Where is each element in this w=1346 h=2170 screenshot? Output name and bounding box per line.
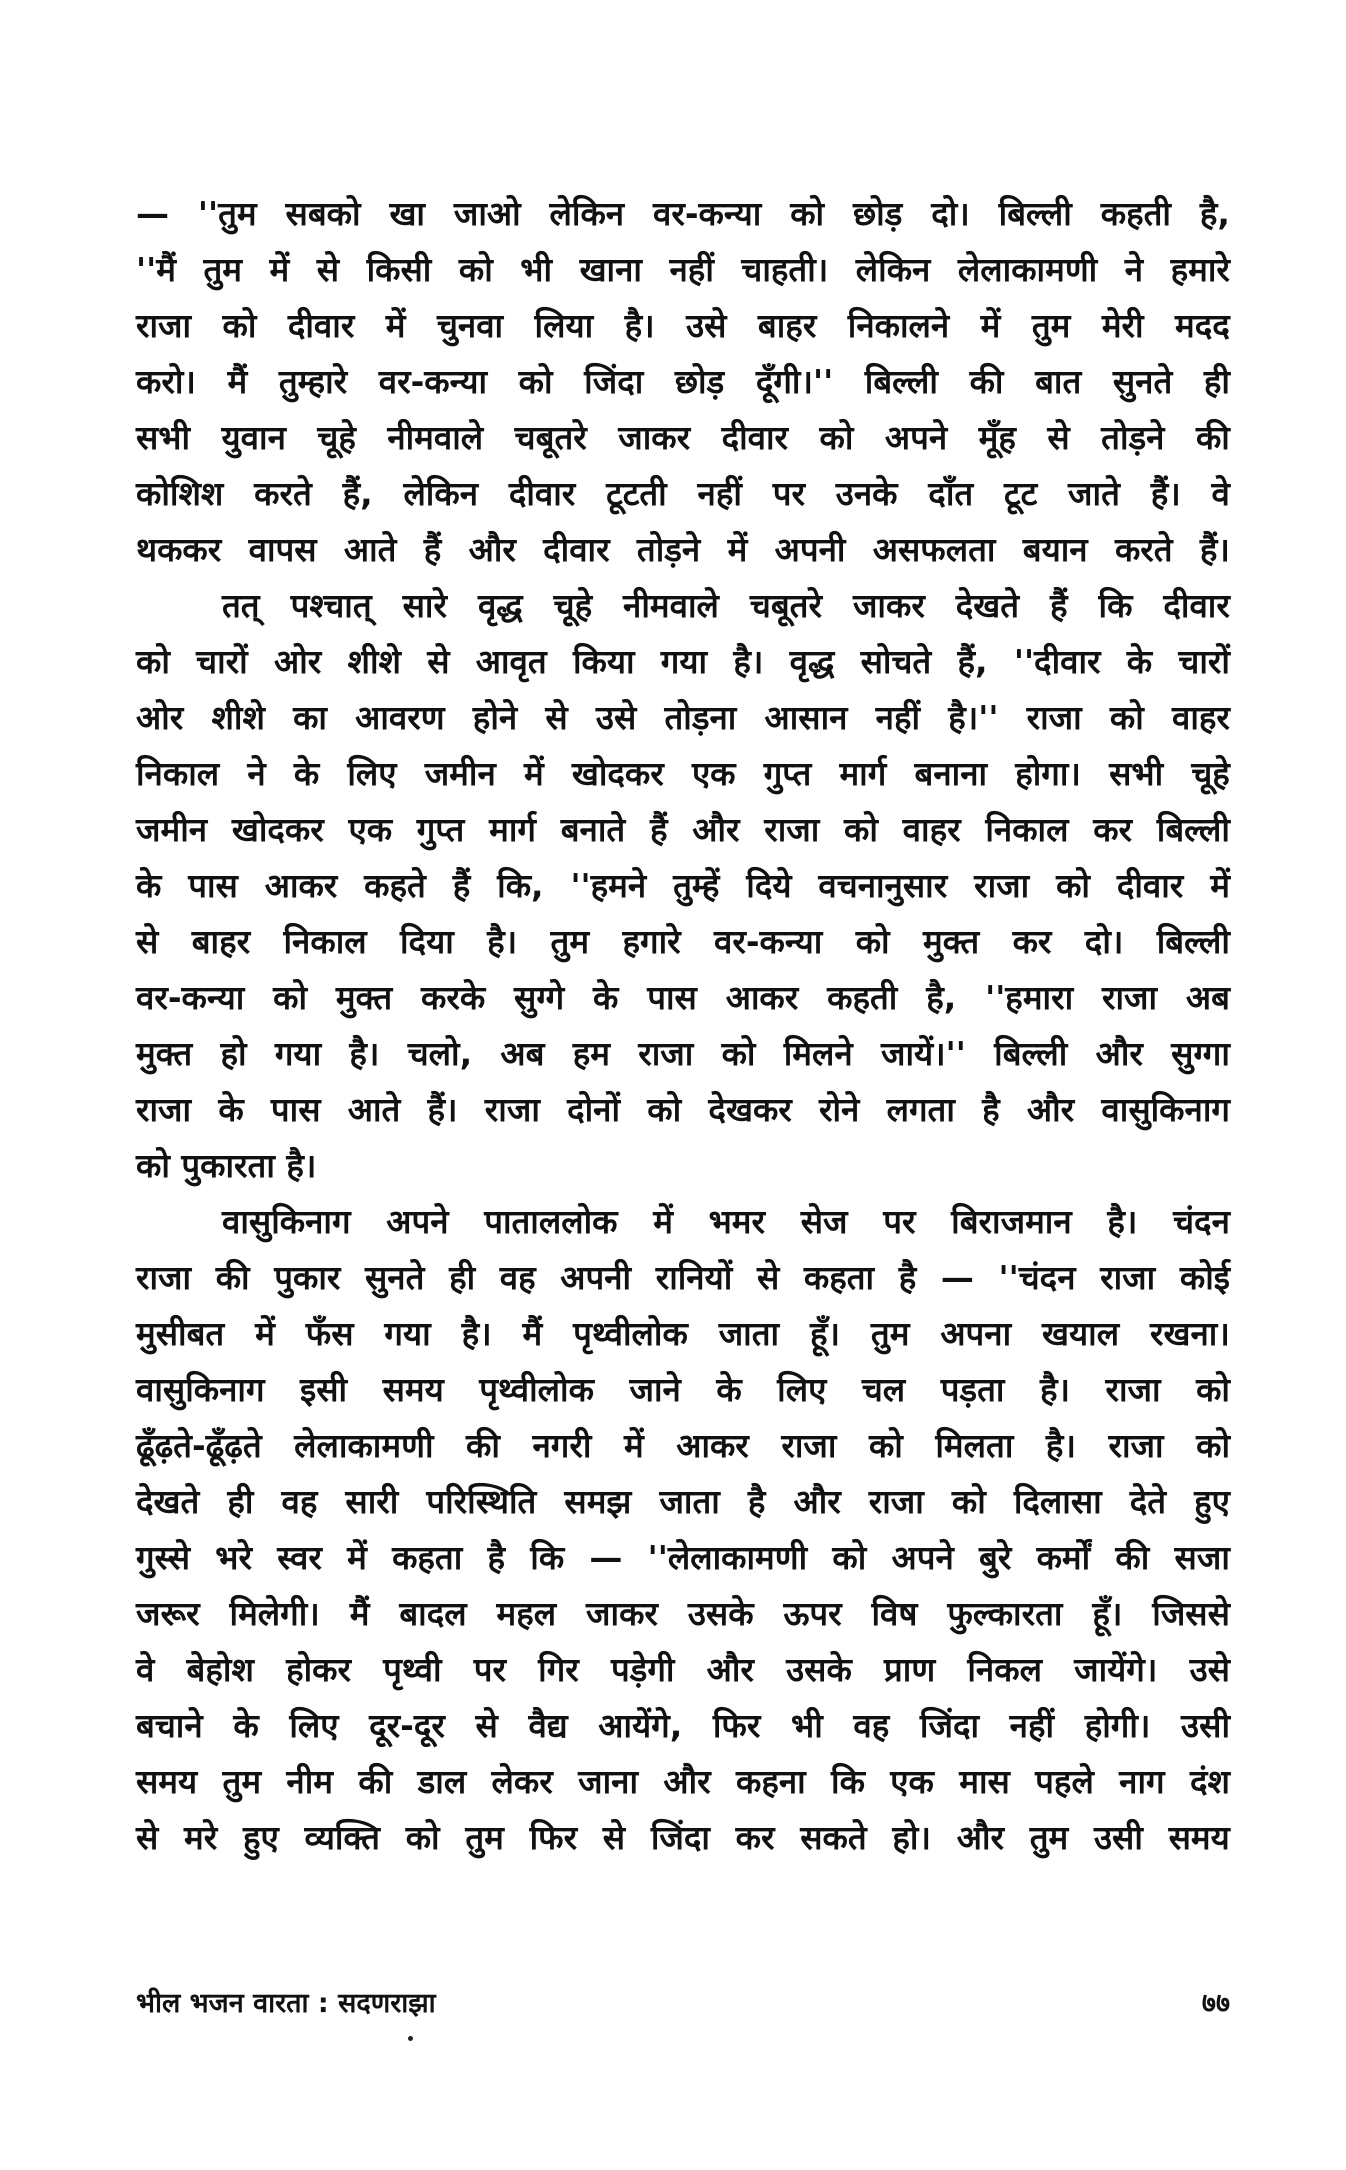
text-line: मुक्त हो गया है। चलो, अब हम राजा को मिलने जायें।'' बिल्ली और सुग्गा <box>136 1034 1230 1073</box>
text-line: वर-कन्या को मुक्त करके सुग्गे के पास आकर कहती है, ''हमारा राजा अब <box>136 978 1230 1017</box>
text-line: से मरे हुए व्यक्ति को तुम फिर से जिंदा कर सकते हो। और तुम उसी समय <box>136 1818 1230 1857</box>
text-line: से बाहर निकाल दिया है। तुम हगारे वर-कन्या को मुक्त कर दो। बिल्ली <box>136 922 1230 961</box>
body-text <box>136 186 1230 1866</box>
text-line: बचाने के लिए दूर-दूर से वैद्य आयेंगे, फिर भी वह जिंदा नहीं होगी। उसी <box>136 1706 1230 1745</box>
text-line: थककर वापस आते हैं और दीवार तोड़ने में अपनी असफलता बयान करते हैं। <box>136 530 1230 569</box>
text-line: के पास आकर कहते हैं कि, ''हमने तुम्हें दिये वचनानुसार राजा को दीवार में <box>136 866 1230 905</box>
text-line: वासुकिनाग अपने पाताललोक में भमर सेज पर बिराजमान है। चंदन <box>222 1202 1230 1241</box>
text-line: जरूर मिलेगी। मैं बादल महल जाकर उसके ऊपर विष फुल्कारता हूँ। जिससे <box>136 1594 1230 1633</box>
page-number: ७७ <box>1201 1987 1230 2019</box>
text-line: ढूँढ़ते-ढूँढ़ते लेलाकामणी की नगरी में आकर राजा को मिलता है। राजा को <box>136 1426 1230 1465</box>
text-line: करो। मैं तुम्हारे वर-कन्या को जिंदा छोड़ दूँगी।'' बिल्ली की बात सुनते ही <box>136 362 1230 401</box>
text-line: तत् पश्चात् सारे वृद्ध चूहे नीमवाले चबूतरे जाकर देखते हैं कि दीवार <box>222 586 1230 625</box>
text-line: जमीन खोदकर एक गुप्त मार्ग बनाते हैं और राजा को वाहर निकाल कर बिल्ली <box>136 810 1230 849</box>
text-line: राजा के पास आते हैं। राजा दोनों को देखकर रोने लगता है और वासुकिनाग <box>136 1090 1230 1129</box>
running-title: भील भजन वारता : सदणराझा <box>136 1987 436 2019</box>
text-line: समय तुम नीम की डाल लेकर जाना और कहना कि एक मास पहले नाग दंश <box>136 1762 1230 1801</box>
text-line: राजा को दीवार में चुनवा लिया है। उसे बाहर निकालने में तुम मेरी मदद <box>136 306 1230 345</box>
text-line: ''मैं तुम में से किसी को भी खाना नहीं चाहती। लेकिन लेलाकामणी ने हमारे <box>136 250 1230 289</box>
text-line: ओर शीशे का आवरण होने से उसे तोड़ना आसान नहीं है।'' राजा को वाहर <box>136 698 1230 737</box>
text-line: को चारों ओर शीशे से आवृत किया गया है। वृद्ध सोचते हैं, ''दीवार के चारों <box>136 642 1230 681</box>
text-line: सभी युवान चूहे नीमवाले चबूतरे जाकर दीवार को अपने मूँह से तोड़ने की <box>136 418 1230 457</box>
text-line: गुस्से भरे स्वर में कहता है कि — ''लेलाकामणी को अपने बुरे कर्मों की सजा <box>136 1538 1230 1577</box>
text-line: को पुकारता है। <box>136 1146 317 1185</box>
text-line: कोशिश करते हैं, लेकिन दीवार टूटती नहीं पर उनके दाँत टूट जाते हैं। वे <box>136 474 1230 513</box>
text-line: वासुकिनाग इसी समय पृथ्वीलोक जाने के लिए चल पड़ता है। राजा को <box>136 1370 1230 1409</box>
text-line: — ''तुम सबको खा जाओ लेकिन वर-कन्या को छोड़ दो। बिल्ली कहती है, <box>136 194 1230 233</box>
text-line: देखते ही वह सारी परिस्थिति समझ जाता है और राजा को दिलासा देते हुए <box>136 1482 1230 1521</box>
text-line: राजा की पुकार सुनते ही वह अपनी रानियों से कहता है — ''चंदन राजा कोई <box>136 1258 1230 1297</box>
page-footer <box>136 1976 1230 2026</box>
text-line: वे बेहोश होकर पृथ्वी पर गिर पड़ेगी और उसके प्राण निकल जायेंगे। उसे <box>136 1650 1230 1689</box>
print-speck <box>408 2036 413 2041</box>
text-line: निकाल ने के लिए जमीन में खोदकर एक गुप्त मार्ग बनाना होगा। सभी चूहे <box>136 754 1230 793</box>
text-line: मुसीबत में फँस गया है। मैं पृथ्वीलोक जाता हूँ। तुम अपना खयाल रखना। <box>136 1314 1230 1353</box>
